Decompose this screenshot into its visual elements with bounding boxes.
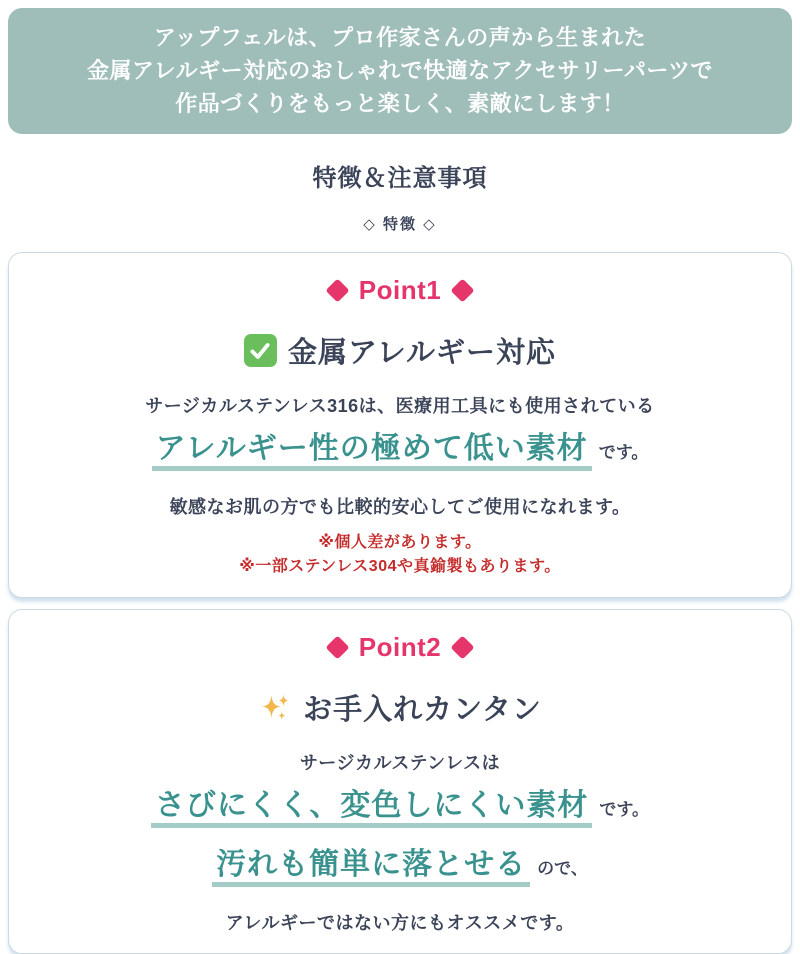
highlight-line [21,783,779,834]
highlight-text: さびにくく、変色しにくい素材 [151,789,592,828]
banner-line: アップフェルは、プロ作家さんの声から生まれた [153,25,647,50]
highlight-line [21,842,779,893]
diamond-icon [451,635,475,659]
card-intro: サージカルステンレスは [299,753,501,773]
point2-title-row [21,687,779,728]
diamond-icon [451,278,475,302]
card-body: 敏感なお肌の方でも比較的安心してご使用になれます。 [169,497,631,517]
note-text: ※個人差があります。 [318,534,482,551]
point1-title-row [21,330,779,371]
card-title: 金属アレルギー対応 [287,337,557,369]
diamond-icon [325,278,349,302]
highlight-suffix: ので、 [537,859,588,878]
note-text: ※一部ステンレス304や真鍮製もあります。 [239,558,561,575]
point2-card [8,609,792,954]
banner-line: 作品づくりをもっと楽しく、素敵にします！ [175,91,625,116]
banner-line: 金属アレルギー対応のおしゃれで快適なアクセサリーパーツで [87,58,713,83]
highlight-text: 汚れも簡単に落とせる [212,848,530,887]
highlight-suffix: です。 [598,443,649,462]
point1-header [21,275,779,306]
point-label: Point1 [358,275,442,305]
section-subtitle: ◇ 特徴 ◇ [363,216,437,233]
point1-card [8,252,792,598]
highlight-text: アレルギー性の極めて低い素材 [152,432,592,471]
highlight-line [21,426,779,477]
check-box-icon [244,334,277,367]
highlight-suffix: です。 [599,800,650,819]
product-feature-page [0,8,800,933]
point-label: Point2 [358,632,442,662]
point2-header [21,632,779,663]
card-intro: サージカルステンレス316は、医療用工具にも使用されている [145,396,655,416]
sparkles-icon [258,691,292,725]
intro-banner [8,8,792,134]
caution-notes [21,531,779,579]
card-body: アレルギーではない方にもオススメです。 [225,913,575,933]
card-title: お手入れカンタン [303,694,542,726]
diamond-icon [325,635,349,659]
section-title: 特徴＆注意事項 [312,165,488,192]
